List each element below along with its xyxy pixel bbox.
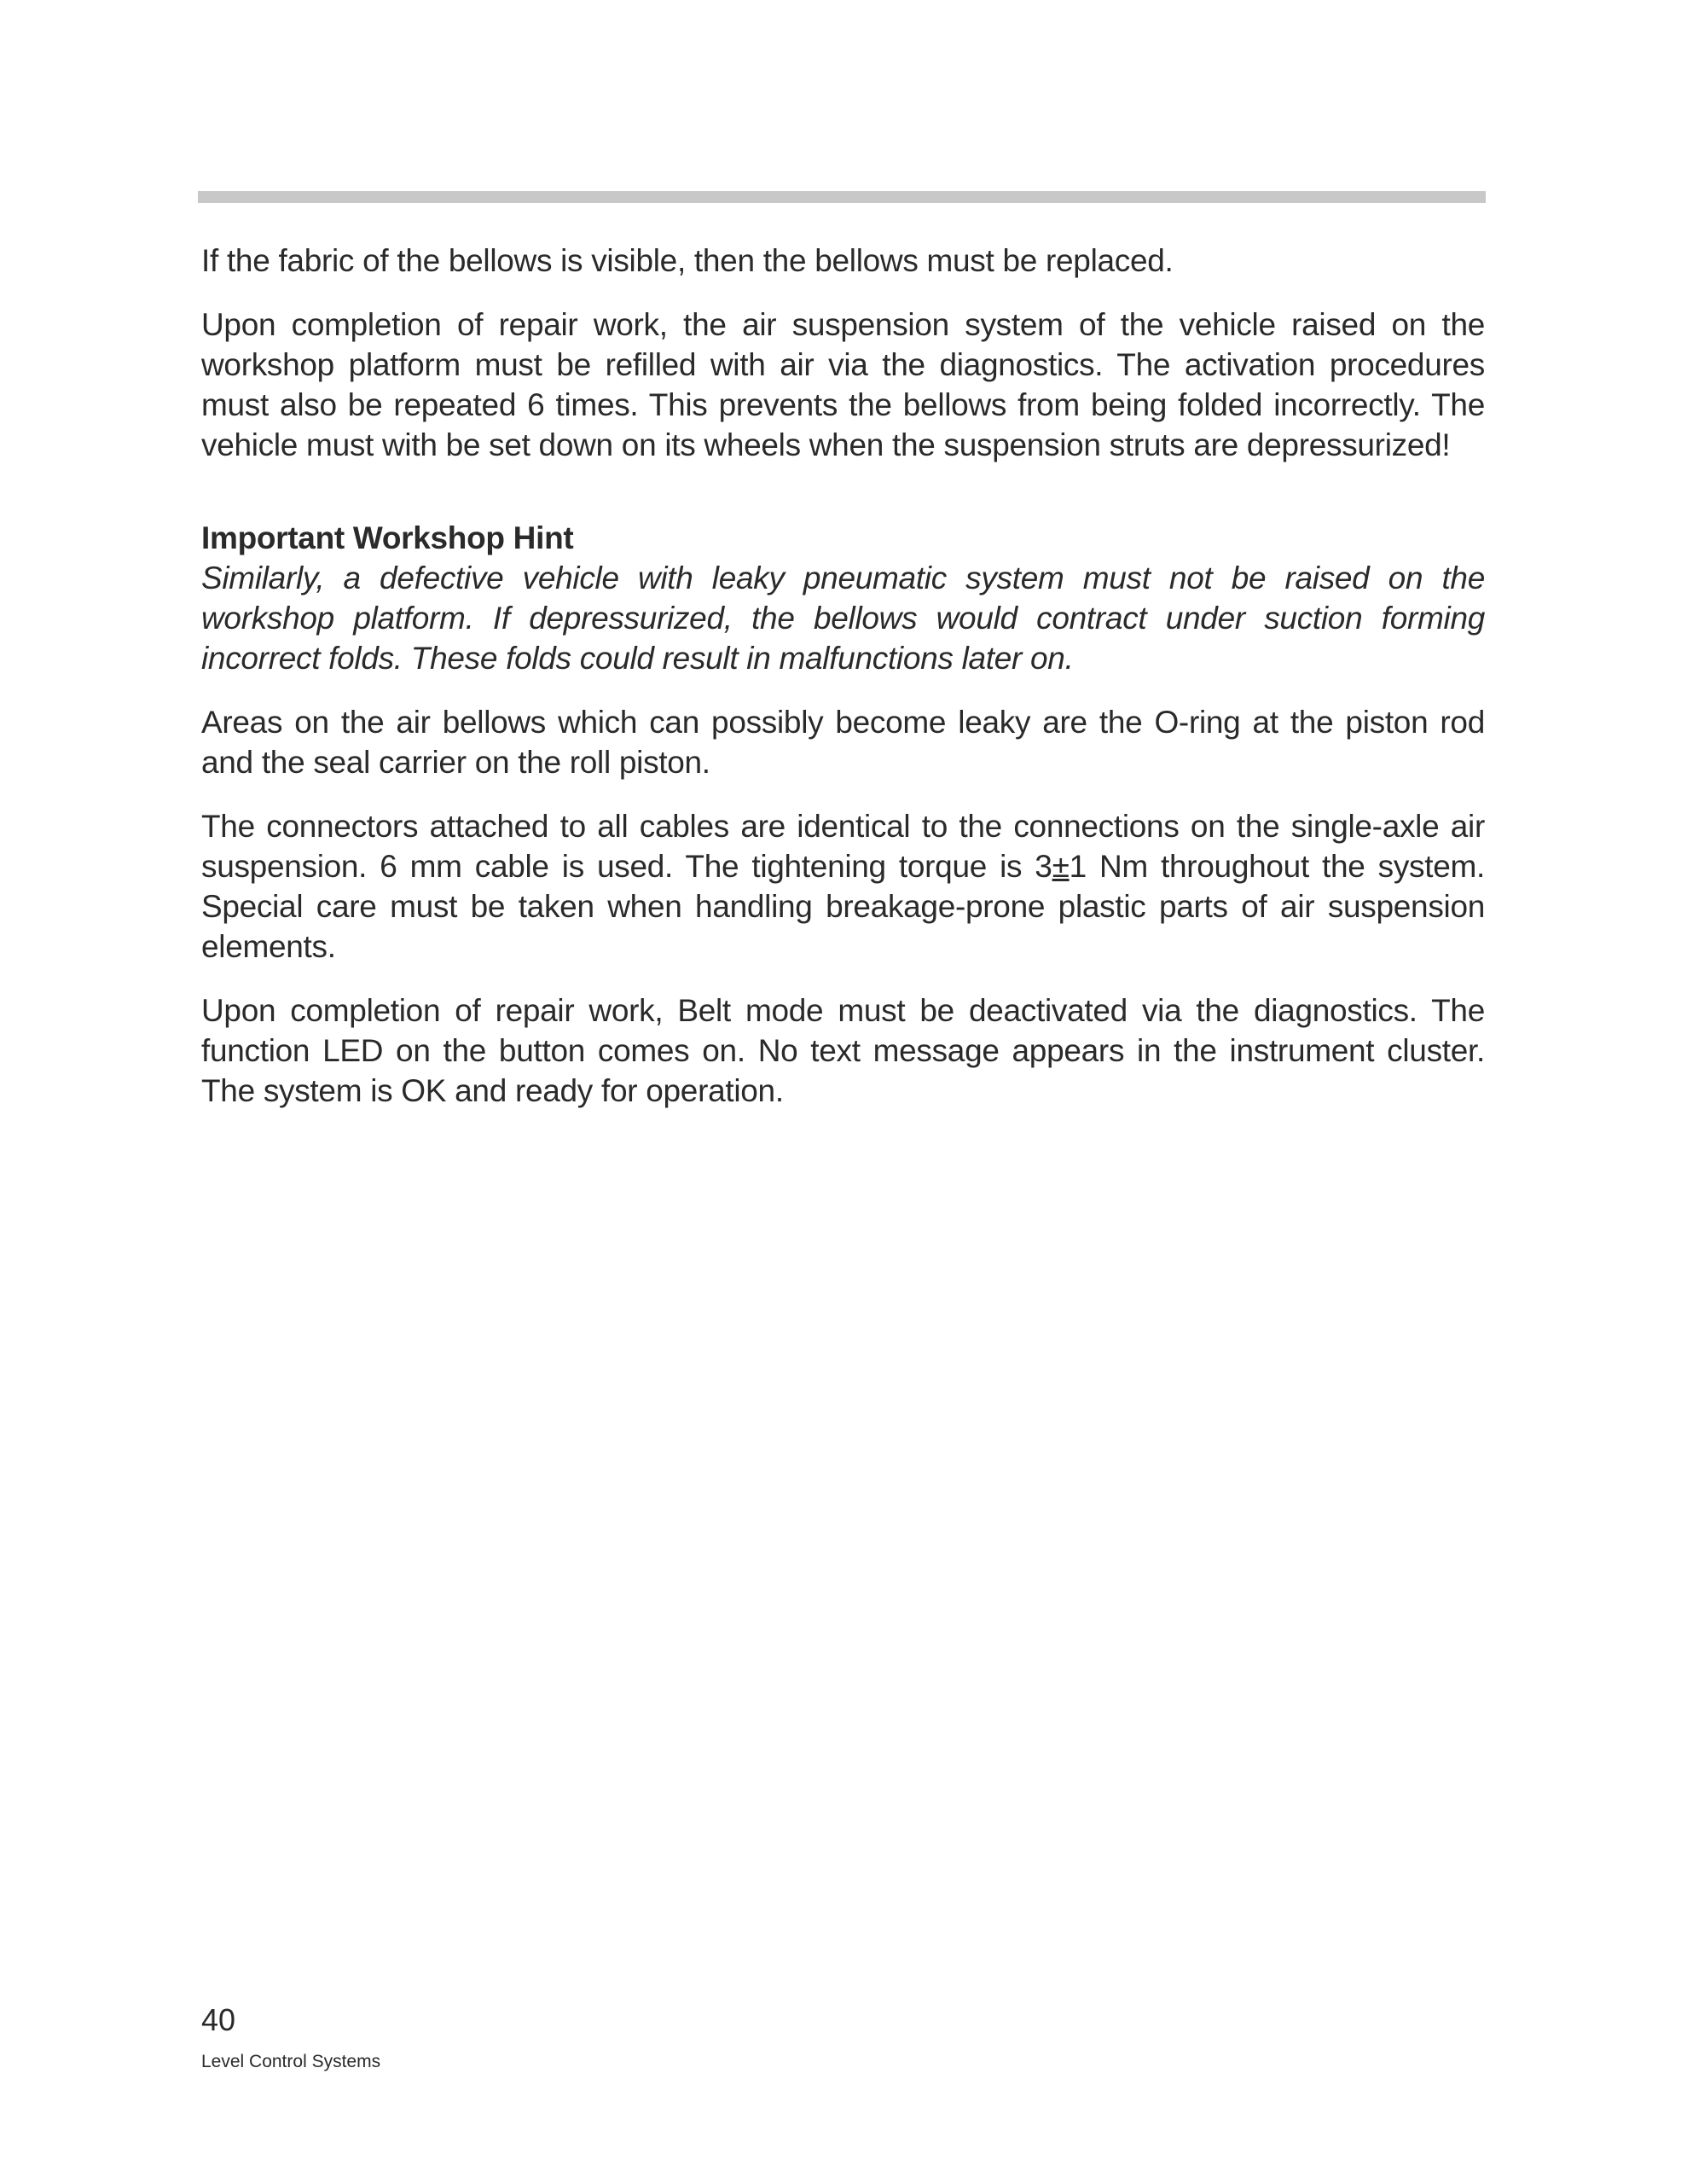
- paragraph-belt-mode: Upon completion of repair work, Belt mode must be deactivated via the diagnostics. The function LED on the button comes on. No text message appears in the instrument cluster. The system is OK and ready for operation.: [201, 993, 1485, 1108]
- hint-body: Similarly, a defective vehicle with leaky pneumatic system must not be raised on the workshop platform. If depressurized, the bellows would contract under suction forming incorrect folds. These folds could result in malfunctions later on.: [201, 561, 1485, 676]
- plus-minus-sign: ±: [1052, 849, 1070, 884]
- paragraph-refill-air: Upon completion of repair work, the air suspension system of the vehicle raised on the workshop platform must be refilled with air via the diagnostics. The activation procedures must also be repeated 6 times. This prevents the bellows from being folded incorrectly. The vehicle must with be set down on its wheels when the suspension struts are depressurized!: [201, 307, 1485, 462]
- page-number: 40: [201, 2002, 236, 2037]
- connectors-text-start: The connectors attached to all cables are identical to the connections on the single-axle air suspension. 6 mm cable is used. The tightening torque is 3: [201, 809, 1485, 884]
- paragraph-bellows-fabric: If the fabric of the bellows is visible, then the bellows must be replaced.: [201, 243, 1174, 278]
- page-content: [201, 241, 1485, 1111]
- workshop-hint: [201, 518, 1485, 678]
- hint-title: Important Workshop Hint: [201, 520, 574, 555]
- connectors-text-end: 1 Nm throughout the system. Special care must be taken when handling breakage-prone plastic parts of air suspension elements.: [201, 849, 1485, 964]
- header-rule: [198, 191, 1486, 203]
- footer-title: Level Control Systems: [201, 2052, 381, 2071]
- paragraph-connectors: [201, 806, 1485, 967]
- paragraph-leaky-areas: Areas on the air bellows which can possibly become leaky are the O-ring at the piston rod and the seal carrier on the roll piston.: [201, 705, 1485, 780]
